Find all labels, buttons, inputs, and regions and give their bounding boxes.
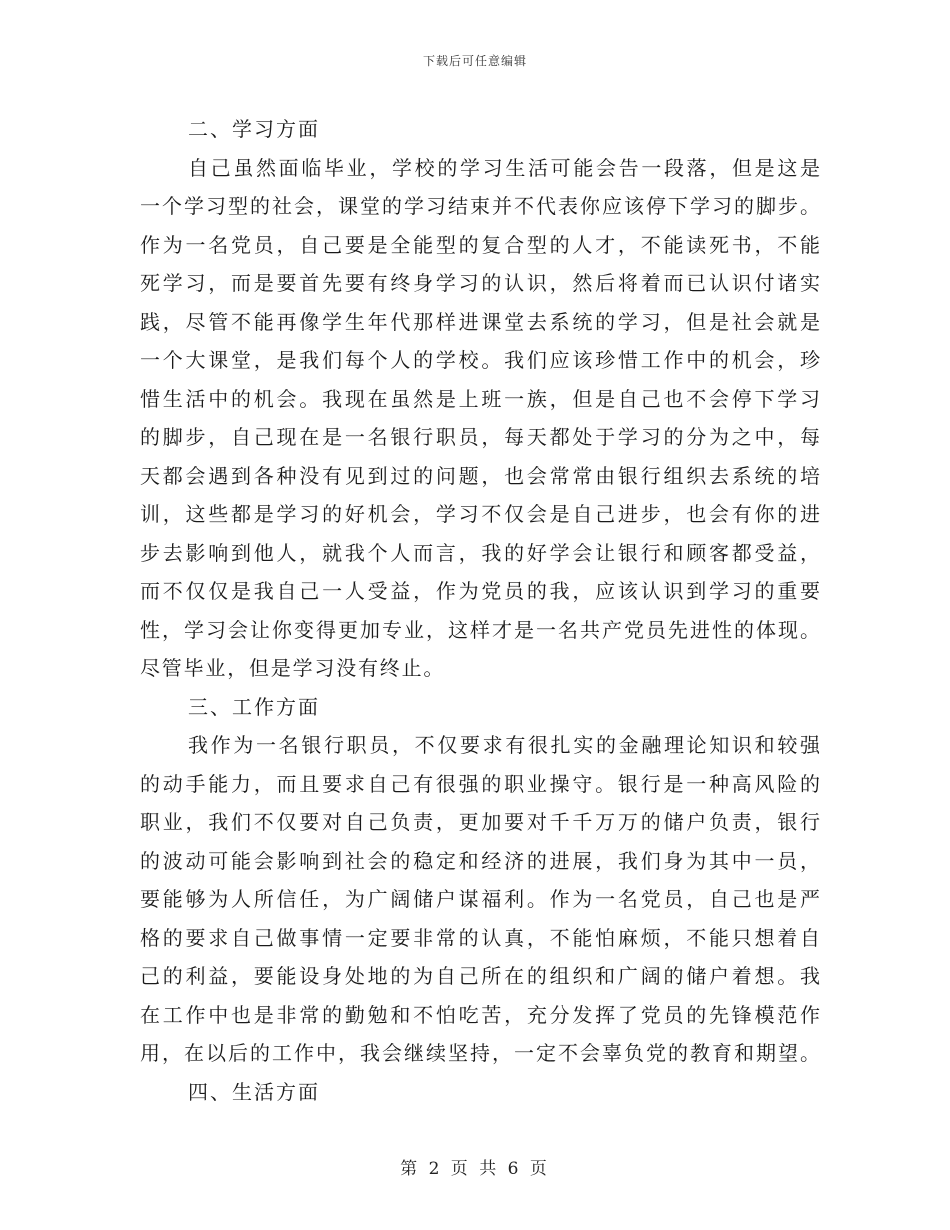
paragraph-line: 在工作中也是非常的勤勉和不怕吃苦，充分发挥了党员的先锋模范作	[140, 1002, 820, 1027]
paragraph-line: 的动手能力，而且要求自己有很强的职业操守。银行是一种高风险的	[140, 771, 820, 796]
paragraph-line: 训，这些都是学习的好机会，学习不仅会是自己进步，也会有你的进	[140, 502, 820, 526]
paragraph-line: 一个大课堂，是我们每个人的学校。我们应该珍惜工作中的机会，珍	[140, 348, 820, 372]
paragraph-line: 尽管毕业，但是学习没有终止。	[140, 656, 446, 680]
paragraph-line: 己的利益，要能设身处地的为自己所在的组织和广阔的储户着想。我	[140, 964, 820, 988]
paragraph-line: 天都会遇到各种没有见到过的问题，也会常常由银行组织去系统的培	[140, 463, 820, 488]
section-heading-work: 三、工作方面	[188, 694, 320, 719]
paragraph-line: 职业，我们不仅要对自己负责，更加要对千千万万的储户负责，银行	[140, 810, 820, 834]
paragraph-line: 自己虽然面临毕业，学校的学习生活可能会告一段落，但是这是	[188, 155, 820, 180]
page-number: 第 2 页 共 6 页	[400, 1159, 550, 1179]
paragraph-line: 作为一名党员，自己要是全能型的复合型的人才，不能读死书，不能	[140, 232, 820, 257]
paragraph-line: 惜生活中的机会。我现在虽然是上班一族，但是自己也不会停下学习	[140, 386, 820, 411]
section-heading-study: 二、学习方面	[188, 117, 320, 141]
paragraph-line: 而不仅仅是我自己一人受益，作为党员的我，应该认识到学习的重要	[140, 579, 820, 603]
paragraph-line: 一个学习型的社会，课堂的学习结束并不代表你应该停下学习的脚步。	[140, 194, 820, 218]
paragraph-line: 格的要求自己做事情一定要非常的认真，不能怕麻烦，不能只想着自	[140, 925, 820, 950]
paragraph-line: 用，在以后的工作中，我会继续坚持，一定不会辜负党的教育和期望。	[140, 1041, 820, 1065]
paragraph-line: 性，学习会让你变得更加专业，这样才是一名共产党员先进性的体现。	[140, 617, 820, 642]
paragraph-line: 的脚步，自己现在是一名银行职员，每天都处于学习的分为之中，每	[140, 425, 820, 449]
section-heading-life: 四、生活方面	[188, 1079, 320, 1104]
paragraph-line: 步去影响到他人，就我个人而言，我的好学会让银行和顾客都受益，	[140, 540, 820, 565]
paragraph-line: 要能够为人所信任，为广阔储户谋福利。作为一名党员，自己也是严	[140, 887, 820, 911]
document-body	[140, 110, 820, 1111]
paragraph-line: 我作为一名银行职员，不仅要求有很扎实的金融理论知识和较强	[188, 733, 820, 757]
paragraph-line: 践，尽管不能再像学生年代那样进课堂去系统的学习，但是社会就是	[140, 309, 820, 334]
paragraph-line: 的波动可能会影响到社会的稳定和经济的进展，我们身为其中一员，	[140, 848, 820, 873]
header-note: 下载后可任意编辑	[422, 54, 527, 68]
paragraph-line: 死学习，而是要首先要有终身学习的认识，然后将着而已认识付诸实	[140, 271, 820, 295]
